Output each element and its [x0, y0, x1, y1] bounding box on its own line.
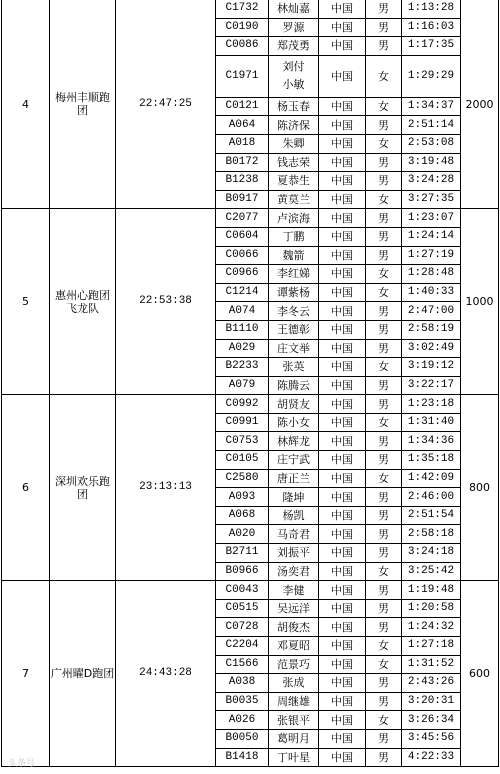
finish-time-cell: 1:24:14: [402, 227, 461, 246]
runner-name-cell: 杨玉春: [269, 97, 319, 116]
runner-name-cell: 陈济保: [269, 116, 319, 135]
gender-cell: 女: [366, 358, 402, 377]
runner-name-cell: 卢滨海: [269, 209, 319, 228]
bib-number-cell: C1566: [216, 655, 269, 674]
finish-time-cell: 2:58:19: [402, 320, 461, 339]
finish-time-cell: 2:43:26: [402, 674, 461, 693]
nationality-cell: 中国: [319, 376, 366, 395]
finish-time-cell: 1:35:18: [402, 451, 461, 470]
bib-number-cell: B1238: [216, 172, 269, 191]
runner-name-cell: 范景巧: [269, 655, 319, 674]
gender-cell: 女: [366, 655, 402, 674]
gender-cell: 男: [366, 395, 402, 414]
gender-cell: 男: [366, 525, 402, 544]
gender-cell: 女: [366, 283, 402, 302]
bib-number-cell: A018: [216, 134, 269, 153]
nationality-cell: 中国: [319, 432, 366, 451]
team-rank-cell: 4: [2, 0, 50, 209]
table-row: [2, 0, 499, 18]
gender-cell: 女: [366, 190, 402, 209]
team-total-time-cell: 22:47:25: [116, 0, 216, 209]
bib-number-cell: C0105: [216, 451, 269, 470]
bib-number-cell: B0172: [216, 153, 269, 172]
nationality-cell: 中国: [319, 246, 366, 265]
runner-name-cell: 汤奕君: [269, 562, 319, 581]
bib-number-cell: A079: [216, 376, 269, 395]
gender-cell: 女: [366, 711, 402, 730]
team-points-cell: 2000: [461, 0, 499, 209]
bib-number-cell: B2233: [216, 358, 269, 377]
finish-time-cell: 2:51:14: [402, 116, 461, 135]
bib-number-cell: A038: [216, 674, 269, 693]
nationality-cell: 中国: [319, 637, 366, 656]
gender-cell: 男: [366, 246, 402, 265]
nationality-cell: 中国: [319, 0, 366, 18]
team-rank-cell: 6: [2, 395, 50, 581]
team-total-time-cell: 22:53:38: [116, 209, 216, 395]
finish-time-cell: 1:31:40: [402, 413, 461, 432]
finish-time-cell: 3:25:42: [402, 562, 461, 581]
bib-number-cell: C1732: [216, 0, 269, 18]
bib-number-cell: C0066: [216, 246, 269, 265]
table-row: [2, 581, 499, 600]
gender-cell: 男: [366, 729, 402, 748]
finish-time-cell: 2:46:00: [402, 488, 461, 507]
runner-name-cell: 刘振平: [269, 544, 319, 563]
runner-name-cell: 李红娣: [269, 265, 319, 284]
bib-number-cell: C0728: [216, 618, 269, 637]
runner-name-cell: 李健: [269, 581, 319, 600]
bib-number-cell: C0753: [216, 432, 269, 451]
runner-name-cell: 邓夏昭: [269, 637, 319, 656]
team-total-time-cell: 23:13:13: [116, 395, 216, 581]
watermark-text: 头条号: [8, 759, 36, 769]
runner-name-cell: 陈小女: [269, 413, 319, 432]
runner-name-cell: 钱志荣: [269, 153, 319, 172]
bib-number-cell: C0121: [216, 97, 269, 116]
finish-time-cell: 1:13:28: [402, 0, 461, 18]
runner-name-cell: 隆坤: [269, 488, 319, 507]
runner-name-cell: 丁鹏: [269, 227, 319, 246]
gender-cell: 女: [366, 562, 402, 581]
finish-time-cell: 3:20:31: [402, 692, 461, 711]
gender-cell: 男: [366, 339, 402, 358]
gender-cell: 男: [366, 432, 402, 451]
nationality-cell: 中国: [319, 37, 366, 56]
finish-time-cell: 1:42:09: [402, 469, 461, 488]
bib-number-cell: C0991: [216, 413, 269, 432]
gender-cell: 男: [366, 302, 402, 321]
nationality-cell: 中国: [319, 488, 366, 507]
team-points-cell: 600: [461, 581, 499, 767]
runner-name-cell: 胡贤友: [269, 395, 319, 414]
finish-time-cell: 2:47:00: [402, 302, 461, 321]
bib-number-cell: C1214: [216, 283, 269, 302]
bib-number-cell: C0604: [216, 227, 269, 246]
runner-name-cell: 刘付小敏: [269, 55, 319, 97]
finish-time-cell: 1:27:19: [402, 246, 461, 265]
finish-time-cell: 3:22:17: [402, 376, 461, 395]
runner-name-cell: 夏恭生: [269, 172, 319, 191]
finish-time-cell: 3:19:12: [402, 358, 461, 377]
gender-cell: 男: [366, 581, 402, 600]
runner-name-cell: 张成: [269, 674, 319, 693]
nationality-cell: 中国: [319, 134, 366, 153]
runner-name-cell: 丁叶星: [269, 748, 319, 767]
gender-cell: 女: [366, 265, 402, 284]
gender-cell: 男: [366, 618, 402, 637]
gender-cell: 男: [366, 674, 402, 693]
runner-name-cell: 陈腾云: [269, 376, 319, 395]
finish-time-cell: 3:24:18: [402, 544, 461, 563]
bib-number-cell: C0992: [216, 395, 269, 414]
bib-number-cell: C0190: [216, 18, 269, 37]
bib-number-cell: B2711: [216, 544, 269, 563]
gender-cell: 女: [366, 55, 402, 97]
gender-cell: 男: [366, 227, 402, 246]
gender-cell: 男: [366, 488, 402, 507]
nationality-cell: 中国: [319, 544, 366, 563]
results-table: [1, 0, 499, 767]
bib-number-cell: B1110: [216, 320, 269, 339]
runner-name-cell: 张银平: [269, 711, 319, 730]
team-points-cell: 1000: [461, 209, 499, 395]
gender-cell: 女: [366, 469, 402, 488]
gender-cell: 男: [366, 506, 402, 525]
runner-name-cell: 李冬云: [269, 302, 319, 321]
runner-name-cell: 胡俊杰: [269, 618, 319, 637]
runner-name-cell: 朱卿: [269, 134, 319, 153]
finish-time-cell: 1:40:33: [402, 283, 461, 302]
gender-cell: 男: [366, 116, 402, 135]
runner-name-cell: 庄文举: [269, 339, 319, 358]
runner-name-cell: 林辉龙: [269, 432, 319, 451]
gender-cell: 女: [366, 413, 402, 432]
runner-name-cell: 王德彰: [269, 320, 319, 339]
bib-number-cell: C0043: [216, 581, 269, 600]
bib-number-cell: C1971: [216, 55, 269, 97]
finish-time-cell: 1:17:35: [402, 37, 461, 56]
nationality-cell: 中国: [319, 729, 366, 748]
nationality-cell: 中国: [319, 265, 366, 284]
finish-time-cell: 4:22:33: [402, 748, 461, 767]
nationality-cell: 中国: [319, 618, 366, 637]
bib-number-cell: A068: [216, 506, 269, 525]
finish-time-cell: 1:19:48: [402, 581, 461, 600]
finish-time-cell: 1:31:52: [402, 655, 461, 674]
bib-number-cell: A020: [216, 525, 269, 544]
gender-cell: 男: [366, 451, 402, 470]
nationality-cell: 中国: [319, 655, 366, 674]
runner-name-cell: 吴远洋: [269, 599, 319, 618]
nationality-cell: 中国: [319, 209, 366, 228]
bib-number-cell: C2580: [216, 469, 269, 488]
runner-name-cell: 林灿嘉: [269, 0, 319, 18]
runner-name-cell: 杨凯: [269, 506, 319, 525]
nationality-cell: 中国: [319, 506, 366, 525]
finish-time-cell: 2:51:54: [402, 506, 461, 525]
team-name-cell: 广州曜D跑团: [50, 581, 116, 767]
bib-number-cell: C0966: [216, 265, 269, 284]
nationality-cell: 中国: [319, 116, 366, 135]
finish-time-cell: 3:19:48: [402, 153, 461, 172]
nationality-cell: 中国: [319, 302, 366, 321]
finish-time-cell: 2:53:08: [402, 134, 461, 153]
team-rank-cell: 5: [2, 209, 50, 395]
runner-name-cell: 庄宁武: [269, 451, 319, 470]
finish-time-cell: 3:24:28: [402, 172, 461, 191]
bib-number-cell: C0515: [216, 599, 269, 618]
bib-number-cell: A026: [216, 711, 269, 730]
nationality-cell: 中国: [319, 190, 366, 209]
runner-name-cell: 唐正兰: [269, 469, 319, 488]
finish-time-cell: 3:27:35: [402, 190, 461, 209]
nationality-cell: 中国: [319, 711, 366, 730]
nationality-cell: 中国: [319, 153, 366, 172]
bib-number-cell: A064: [216, 116, 269, 135]
runner-name-cell: 周继雄: [269, 692, 319, 711]
gender-cell: 男: [366, 209, 402, 228]
finish-time-cell: 1:34:37: [402, 97, 461, 116]
nationality-cell: 中国: [319, 562, 366, 581]
finish-time-cell: 3:26:34: [402, 711, 461, 730]
gender-cell: 女: [366, 637, 402, 656]
finish-time-cell: 1:29:29: [402, 55, 461, 97]
runner-name-cell: 葛明月: [269, 729, 319, 748]
finish-time-cell: 3:02:49: [402, 339, 461, 358]
bib-number-cell: C0086: [216, 37, 269, 56]
gender-cell: 女: [366, 97, 402, 116]
bib-number-cell: A074: [216, 302, 269, 321]
team-name-cell: 梅州丰顺跑团: [50, 0, 116, 209]
finish-time-cell: 1:16:03: [402, 18, 461, 37]
gender-cell: 男: [366, 599, 402, 618]
nationality-cell: 中国: [319, 358, 366, 377]
nationality-cell: 中国: [319, 55, 366, 97]
gender-cell: 男: [366, 320, 402, 339]
gender-cell: 男: [366, 172, 402, 191]
runner-name-cell: 黄莫兰: [269, 190, 319, 209]
bib-number-cell: A029: [216, 339, 269, 358]
team-total-time-cell: 24:43:28: [116, 581, 216, 767]
gender-cell: 男: [366, 18, 402, 37]
nationality-cell: 中国: [319, 692, 366, 711]
nationality-cell: 中国: [319, 469, 366, 488]
bib-number-cell: B0917: [216, 190, 269, 209]
finish-time-cell: 1:20:58: [402, 599, 461, 618]
gender-cell: 男: [366, 376, 402, 395]
gender-cell: 男: [366, 692, 402, 711]
nationality-cell: 中国: [319, 748, 366, 767]
nationality-cell: 中国: [319, 97, 366, 116]
bib-number-cell: B0035: [216, 692, 269, 711]
gender-cell: 男: [366, 748, 402, 767]
gender-cell: 女: [366, 134, 402, 153]
nationality-cell: 中国: [319, 283, 366, 302]
nationality-cell: 中国: [319, 674, 366, 693]
bib-number-cell: A093: [216, 488, 269, 507]
nationality-cell: 中国: [319, 599, 366, 618]
finish-time-cell: 1:34:36: [402, 432, 461, 451]
finish-time-cell: 1:28:48: [402, 265, 461, 284]
runner-name-cell: 谭紫杨: [269, 283, 319, 302]
gender-cell: 男: [366, 37, 402, 56]
gender-cell: 男: [366, 544, 402, 563]
finish-time-cell: 2:58:18: [402, 525, 461, 544]
team-name-cell: 深圳欢乐跑团: [50, 395, 116, 581]
runner-name-cell: 郑茂勇: [269, 37, 319, 56]
runner-name-cell: 张英: [269, 358, 319, 377]
finish-time-cell: 1:23:07: [402, 209, 461, 228]
nationality-cell: 中国: [319, 581, 366, 600]
finish-time-cell: 1:27:18: [402, 637, 461, 656]
nationality-cell: 中国: [319, 339, 366, 358]
nationality-cell: 中国: [319, 227, 366, 246]
finish-time-cell: 3:45:56: [402, 729, 461, 748]
bib-number-cell: C2077: [216, 209, 269, 228]
nationality-cell: 中国: [319, 451, 366, 470]
bib-number-cell: B0050: [216, 729, 269, 748]
nationality-cell: 中国: [319, 172, 366, 191]
table-row: [2, 395, 499, 414]
table-row: [2, 209, 499, 228]
gender-cell: 男: [366, 0, 402, 18]
finish-time-cell: 1:24:32: [402, 618, 461, 637]
bib-number-cell: C2204: [216, 637, 269, 656]
nationality-cell: 中国: [319, 395, 366, 414]
nationality-cell: 中国: [319, 413, 366, 432]
gender-cell: 男: [366, 153, 402, 172]
finish-time-cell: 1:23:18: [402, 395, 461, 414]
runner-name-cell: 马奇君: [269, 525, 319, 544]
bib-number-cell: B1418: [216, 748, 269, 767]
team-name-cell: 惠州心跑团飞龙队: [50, 209, 116, 395]
team-points-cell: 800: [461, 395, 499, 581]
runner-name-cell: 罗源: [269, 18, 319, 37]
nationality-cell: 中国: [319, 525, 366, 544]
team-rank-cell: 7: [2, 581, 50, 767]
bib-number-cell: B0966: [216, 562, 269, 581]
runner-name-cell: 魏箭: [269, 246, 319, 265]
nationality-cell: 中国: [319, 320, 366, 339]
nationality-cell: 中国: [319, 18, 366, 37]
